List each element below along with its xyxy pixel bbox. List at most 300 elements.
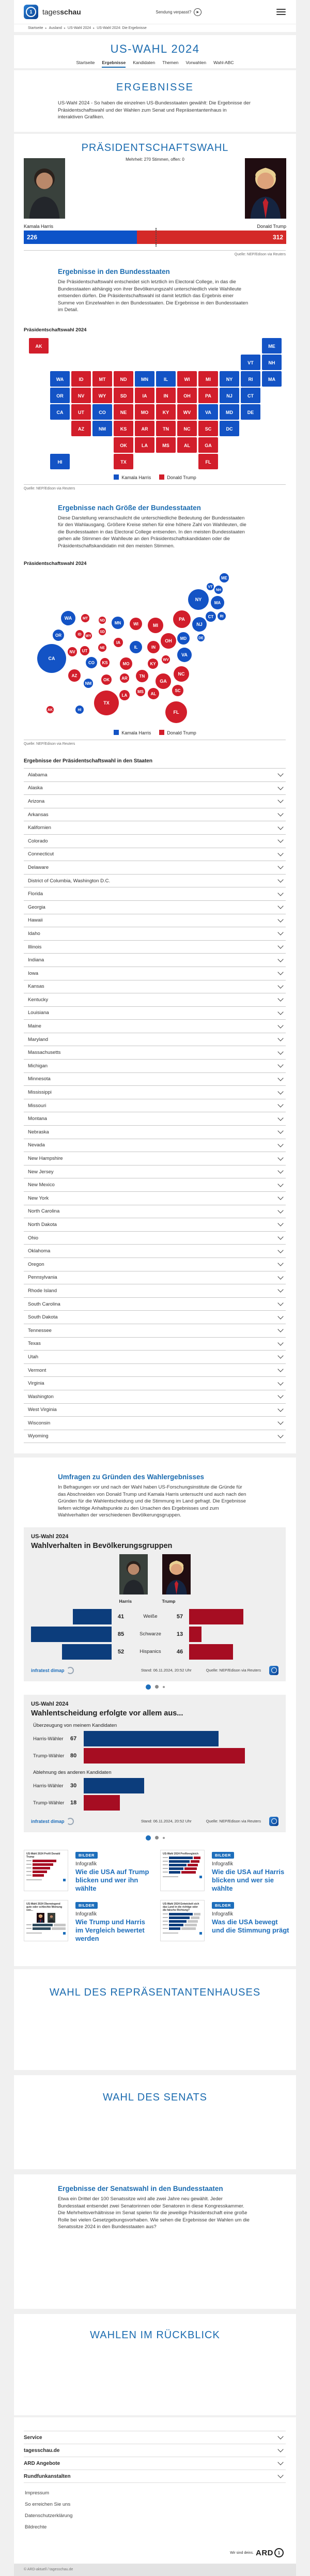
state-tile-SC[interactable] [198, 421, 218, 436]
thumb-bar-row [26, 1874, 66, 1877]
legend-harris: Kamala Harris [114, 474, 151, 480]
state-accordion-row[interactable] [24, 887, 286, 900]
svg-text:IA: IA [142, 393, 147, 398]
state-tile-PA[interactable] [198, 388, 218, 403]
svg-text:AZ: AZ [78, 426, 84, 432]
thumb-bar [169, 1920, 187, 1923]
state-bubble-MS[interactable] [136, 687, 145, 696]
chevron-down-icon [277, 2433, 283, 2439]
teaser-headline[interactable]: Was die USA bewegt und die Stimmung prägt [212, 1918, 289, 1934]
thumb-bar-row [26, 1860, 66, 1862]
teaser-card[interactable] [24, 1850, 154, 1893]
states-text: Die Präsidentschaftswahl entscheidet sich letztlich im Electoral College, in das die Bundesstaaten abhängig von ihrer Bevölkerungszahl unterschiedlich viele Wahlleute entsenden dürfen. Die Präsidentschaftswahl ist damit letztlich das Ergebnis einer Summe von Einzelwahlen in den Bundesstaaten. Die Ergebnisse in den Bundesstaaten im Detail. [58, 279, 249, 313]
state-tile-IA[interactable] [135, 388, 154, 403]
state-accordion-row[interactable] [24, 1363, 286, 1377]
state-accordion-row[interactable] [24, 1125, 286, 1139]
footer-link[interactable]: Datenschutzerklärung [25, 2513, 73, 2519]
teaser-thumbnail[interactable] [160, 1850, 205, 1891]
footer-link[interactable]: So erreichen Sie uns [25, 2502, 71, 2507]
teaser-kicker: Infografik [212, 1911, 234, 1917]
state-tile-NJ[interactable] [220, 388, 239, 403]
state-accordion-row[interactable] [24, 980, 286, 993]
carousel-dot-2[interactable] [155, 1685, 159, 1689]
trump-name: Donald Trump [257, 224, 286, 229]
state-accordion-label: Iowa [28, 970, 39, 976]
thumb-bar-right [191, 1860, 199, 1863]
state-accordion-row[interactable] [24, 1019, 286, 1033]
svg-text:MT: MT [82, 617, 88, 621]
ergebnisse-heading: ERGEBNISSE [116, 82, 194, 93]
state-accordion-row[interactable] [24, 1376, 286, 1390]
state-bubble-MO[interactable] [120, 657, 132, 670]
state-bubble-NJ[interactable] [192, 617, 207, 632]
state-bubble-NC[interactable] [174, 666, 189, 682]
carousel-dot-3[interactable] [163, 1837, 165, 1839]
state-tile-MD[interactable] [220, 404, 239, 420]
state-tile-AZ[interactable] [71, 421, 91, 436]
state-winner-map [27, 338, 283, 471]
source-note: Quelle: NEP/Edison via Reuters [234, 253, 286, 256]
legend-harris: Kamala Harris [114, 730, 151, 735]
svg-text:RI: RI [248, 376, 253, 382]
size-text: Diese Darstellung veranschaulicht die unterschiedliche Bedeutung der Bundesstaaten für den Wahlausgang. Größere Kreise stehen für eine höhere Zahl von Wahlleuten, die die Bundesstaaten in das Electoral College entsenden. In den meisten Bundesstaaten gehen alle Stimmen der Wahlleute an den Präsidentschaftskandidaten oder die Präsidentschaftskandidatin mit den meisten Stimmen. [58, 515, 246, 549]
state-bubble-PA[interactable] [173, 610, 191, 628]
bar-zone [84, 1731, 278, 1746]
thumb-bar-right [194, 1913, 200, 1915]
chevron-down-icon [277, 1075, 283, 1081]
state-accordion-row[interactable] [24, 1284, 286, 1297]
footer-accordion-row[interactable] [24, 2444, 286, 2457]
teaser-thumbnail[interactable] [24, 1850, 68, 1891]
state-bubble-MT[interactable] [81, 614, 89, 622]
state-bubble-NY[interactable] [188, 589, 209, 610]
state-tile-WA[interactable] [50, 371, 70, 387]
state-tile-RI[interactable] [241, 371, 260, 387]
tab-startseite[interactable]: Startseite [76, 60, 95, 65]
state-bubble-MD[interactable] [177, 632, 190, 645]
state-tile-ID[interactable] [71, 371, 91, 387]
chevron-down-icon [277, 1194, 283, 1200]
state-accordion-row[interactable] [24, 1165, 286, 1178]
chevron-down-icon [277, 890, 283, 896]
carousel-dot-2[interactable] [155, 1836, 159, 1839]
state-bubble-VA[interactable] [177, 648, 192, 662]
teaser-kicker: Infografik [75, 1911, 97, 1917]
state-bubble-IN[interactable] [147, 641, 160, 653]
state-tile-VA[interactable] [198, 404, 218, 420]
state-accordion-row[interactable] [24, 1271, 286, 1284]
state-tile-TX[interactable] [114, 454, 133, 469]
state-accordion-label: Maine [28, 1023, 41, 1030]
state-tile-SD[interactable] [114, 388, 133, 403]
carousel-dot-1[interactable] [146, 1835, 151, 1841]
ard-logo-icon [269, 1666, 278, 1675]
svg-text:NM: NM [85, 681, 92, 686]
state-accordion-row[interactable] [24, 1350, 286, 1363]
state-bubble-ME[interactable] [220, 573, 229, 582]
state-tile-OR[interactable] [50, 388, 70, 403]
chevron-down-icon [277, 1366, 283, 1372]
missed-show-button[interactable]: Sendung verpasst? ▶ [156, 8, 202, 16]
chevron-down-icon [277, 1406, 283, 1412]
svg-text:CO: CO [99, 409, 106, 415]
state-accordion-label: Michigan [28, 1063, 48, 1069]
state-accordion-row[interactable] [24, 821, 286, 834]
state-accordion-row[interactable] [24, 1403, 286, 1417]
thumb-footer [26, 1879, 66, 1881]
chevron-down-icon [277, 1419, 283, 1425]
state-accordion-label: Connecticut [28, 851, 54, 857]
state-accordion-row[interactable] [24, 1430, 286, 1444]
state-tile-KS[interactable] [114, 421, 133, 436]
footer-link[interactable]: Bildrechte [25, 2524, 47, 2530]
teaser-thumbnail[interactable] [160, 1900, 205, 1941]
chart-card-demographics [24, 1527, 286, 1681]
voter-value: 30 [70, 1783, 77, 1789]
site-header [14, 0, 296, 32]
state-tile-NE[interactable] [114, 404, 133, 420]
state-bubble-RI[interactable] [218, 612, 226, 620]
carousel-dot-3[interactable] [163, 1686, 165, 1688]
svg-text:TX: TX [103, 700, 110, 706]
svg-text:CA: CA [48, 656, 55, 662]
state-bubble-CA[interactable] [37, 644, 66, 673]
trump-bar-zone [189, 1609, 278, 1624]
state-tile-AK[interactable] [29, 338, 49, 354]
state-accordion-row[interactable] [24, 1205, 286, 1218]
state-tile-ND[interactable] [114, 371, 133, 387]
thumb-credit-line [26, 1933, 42, 1934]
harris-bar [84, 1731, 219, 1746]
svg-text:AK: AK [47, 708, 53, 712]
state-tile-MO[interactable] [135, 404, 154, 420]
chevron-down-icon [277, 1009, 283, 1015]
chevron-down-icon [277, 1101, 283, 1107]
state-tile-CO[interactable] [92, 404, 112, 420]
state-bubble-KS[interactable] [100, 658, 110, 667]
state-accordion-label: Illinois [28, 944, 42, 950]
state-bubble-CT[interactable] [206, 611, 216, 622]
source-note: Quelle: NEP/Edison via Reuters [24, 486, 75, 490]
state-tile-ME[interactable] [262, 338, 282, 354]
svg-text:NY: NY [195, 597, 202, 603]
chevron-down-icon [277, 1247, 283, 1253]
state-accordion-row[interactable] [24, 861, 286, 874]
state-accordion-row[interactable] [24, 1324, 286, 1337]
state-accordion-row[interactable] [24, 768, 286, 781]
state-accordion-label: Nebraska [28, 1129, 49, 1135]
state-accordion-row[interactable] [24, 993, 286, 1006]
state-tile-FL[interactable] [198, 454, 218, 469]
tab-vorwahlen[interactable]: Vorwahlen [185, 60, 207, 65]
state-bubble-OR[interactable] [53, 630, 64, 641]
breadcrumb-link[interactable]: Startseite [28, 26, 43, 30]
chevron-down-icon [277, 983, 283, 988]
trump-photo [162, 1554, 191, 1597]
state-bubble-MA[interactable] [211, 596, 224, 609]
state-tile-CT[interactable] [241, 388, 260, 403]
teaser-card[interactable] [160, 1900, 290, 1943]
state-tile-MT[interactable] [92, 371, 112, 387]
svg-text:FL: FL [173, 710, 179, 715]
state-bubble-NV[interactable] [68, 647, 77, 656]
state-accordion-row[interactable] [24, 1152, 286, 1165]
state-tile-AL[interactable] [177, 437, 197, 453]
state-accordion-row[interactable] [24, 1033, 286, 1046]
state-accordion-row[interactable] [24, 848, 286, 861]
state-accordion-row[interactable] [24, 900, 286, 914]
electoral-vote-bar [24, 231, 286, 244]
state-bubble-AK[interactable] [47, 706, 54, 713]
svg-text:AL: AL [184, 442, 190, 448]
state-accordion-row[interactable] [24, 1178, 286, 1191]
state-accordion-row[interactable] [24, 1059, 286, 1072]
state-accordion-row[interactable] [24, 1099, 286, 1112]
state-tile-DC[interactable] [220, 421, 239, 436]
state-accordion-row[interactable] [24, 914, 286, 927]
state-tile-UT[interactable] [71, 404, 91, 420]
state-accordion-row[interactable] [24, 927, 286, 940]
state-bubble-SD[interactable] [99, 628, 106, 635]
state-tile-OK[interactable] [114, 437, 133, 453]
svg-text:GA: GA [205, 442, 212, 448]
ard-footer-logo[interactable] [230, 2548, 284, 2557]
svg-text:DE: DE [198, 636, 204, 640]
state-tile-GA[interactable] [198, 437, 218, 453]
state-bubble-AL[interactable] [148, 688, 159, 699]
thumb-axis-label [163, 1921, 168, 1922]
footer-link[interactable]: Impressum [25, 2490, 49, 2496]
state-accordion-label: Colorado [28, 838, 48, 844]
state-accordion-label: Tennessee [28, 1327, 52, 1333]
svg-text:WY: WY [85, 634, 91, 638]
state-accordion-row[interactable] [24, 1218, 286, 1231]
footer-accordion-row[interactable] [24, 2431, 286, 2444]
breadcrumb-link[interactable]: US-Wahl 2024 [67, 26, 91, 30]
state-accordion-row[interactable] [24, 953, 286, 967]
thumb-bar-row [163, 1920, 202, 1923]
teaser-card[interactable] [24, 1900, 154, 1943]
svg-text:IL: IL [164, 376, 168, 382]
svg-text:NC: NC [183, 426, 191, 432]
state-bubble-ND[interactable] [99, 617, 106, 624]
teaser-headline[interactable]: Wie die USA auf Harris blicken und wer sie wählte [212, 1867, 285, 1892]
state-bubble-VT[interactable] [207, 583, 214, 590]
state-accordion-row[interactable] [24, 834, 286, 848]
menu-icon[interactable] [276, 9, 286, 15]
breadcrumb-link[interactable]: Ausland [49, 26, 62, 30]
thumbnail-title: US-Wahl 2024 Überwiegend gute oder schlechte Meinung von... [26, 1902, 63, 1912]
chevron-down-icon [277, 837, 283, 843]
thumb-bar [169, 1913, 193, 1915]
state-bubble-AZ[interactable] [68, 669, 81, 682]
state-bubble-AR[interactable] [120, 673, 129, 683]
tab-wahl-abc[interactable]: Wahl-ABC [213, 60, 234, 65]
chevron-down-icon [277, 1181, 283, 1187]
state-tile-IN[interactable] [156, 388, 176, 403]
state-tile-NV[interactable] [71, 388, 91, 403]
state-accordion-row[interactable] [24, 1085, 286, 1099]
state-accordion-row[interactable] [24, 874, 286, 887]
svg-text:SC: SC [205, 426, 212, 432]
state-bubble-WY[interactable] [85, 632, 92, 639]
state-tile-CA[interactable] [50, 404, 70, 420]
state-tile-AR[interactable] [135, 421, 154, 436]
state-bubble-SC[interactable] [172, 685, 183, 696]
chevron-down-icon [277, 864, 283, 869]
state-tile-VT[interactable] [241, 355, 260, 370]
state-bubble-DE[interactable] [197, 634, 205, 641]
state-tile-WV[interactable] [177, 404, 197, 420]
teaser-body [75, 1850, 154, 1893]
thumb-axis-label [163, 1917, 168, 1918]
state-tile-KY[interactable] [156, 404, 176, 420]
state-tile-LA[interactable] [135, 437, 154, 453]
state-bubble-LA[interactable] [119, 690, 130, 700]
state-tile-NC[interactable] [177, 421, 197, 436]
state-tile-NH[interactable] [262, 355, 282, 370]
state-accordion-row[interactable] [24, 1390, 286, 1403]
state-tile-DE[interactable] [241, 404, 260, 420]
tab-ergebnisse[interactable]: Ergebnisse [102, 60, 126, 68]
state-accordion-row[interactable] [24, 940, 286, 954]
state-tile-NM[interactable] [92, 421, 112, 436]
state-accordion-row[interactable] [24, 1191, 286, 1205]
state-bubble-FL[interactable] [165, 701, 187, 723]
state-accordion-label: New York [28, 1195, 49, 1201]
state-tile-MN[interactable] [135, 371, 154, 387]
thumb-ard-icon [199, 1876, 202, 1878]
state-bubble-IA[interactable] [114, 638, 123, 647]
carousel-dot-1[interactable] [146, 1684, 151, 1690]
svg-text:DE: DE [247, 409, 254, 415]
state-bubble-MN[interactable] [112, 617, 124, 629]
state-accordion-row[interactable] [24, 1310, 286, 1324]
state-tile-MS[interactable] [156, 437, 176, 453]
tab-themen[interactable]: Themen [162, 60, 179, 65]
group-label: Überzeugung von meinem Kandidaten [33, 1722, 117, 1728]
svg-text:IA: IA [116, 640, 120, 645]
state-accordion-row[interactable] [24, 1258, 286, 1271]
chevron-down-icon [277, 1287, 283, 1293]
state-tile-WI[interactable] [177, 371, 197, 387]
state-accordion-row[interactable] [24, 808, 286, 821]
state-tile-WY[interactable] [92, 388, 112, 403]
thumb-axis-label [163, 1868, 168, 1869]
state-bubble-HI[interactable] [75, 706, 84, 714]
chart-card-motivation [24, 1695, 286, 1832]
state-accordion-row[interactable] [24, 1416, 286, 1430]
footer-accordion-row[interactable] [24, 2457, 286, 2470]
state-bubble-NE[interactable] [98, 643, 106, 652]
state-tile-MA[interactable] [262, 371, 282, 387]
teaser-card[interactable] [160, 1850, 290, 1893]
state-tile-NY[interactable] [220, 371, 239, 387]
chevron-down-icon [277, 1155, 283, 1160]
state-bubble-NH[interactable] [214, 586, 223, 594]
state-accordion-row[interactable] [24, 967, 286, 980]
accordion-title: Ergebnisse der Präsidentschaftswahl in den Staaten [24, 758, 152, 764]
chevron-down-icon [277, 1221, 283, 1226]
state-bubble-NM[interactable] [84, 679, 93, 688]
footer-accordion-row[interactable] [24, 2470, 286, 2483]
state-accordion-row[interactable] [24, 1139, 286, 1152]
chevron-down-icon [277, 1393, 283, 1399]
state-accordion-row[interactable] [24, 1337, 286, 1351]
svg-text:CA: CA [56, 409, 64, 415]
state-bubble-OK[interactable] [101, 674, 112, 685]
state-tile-TN[interactable] [156, 421, 176, 436]
state-bubble-GA[interactable] [156, 673, 171, 689]
state-tile-HI[interactable] [50, 454, 70, 469]
harris-bar [31, 1627, 112, 1642]
state-tile-IL[interactable] [156, 371, 176, 387]
brand-wordmark[interactable]: tagesschau [42, 8, 81, 16]
tagesschau-logo[interactable] [24, 5, 38, 19]
state-bubble-IL[interactable] [130, 641, 142, 653]
thumb-bar [169, 1860, 190, 1863]
state-accordion-row[interactable] [24, 1046, 286, 1059]
state-bubble-KY[interactable] [148, 658, 158, 669]
tab-kandidaten[interactable]: Kandidaten [133, 60, 156, 65]
state-accordion-label: Vermont [28, 1367, 47, 1373]
state-bubble-UT[interactable] [80, 646, 89, 655]
state-accordion-row[interactable] [24, 1072, 286, 1086]
state-bubble-CO[interactable] [86, 657, 97, 668]
chevron-down-icon [277, 996, 283, 1002]
teaser-thumbnail[interactable] [24, 1900, 68, 1941]
svg-text:MD: MD [226, 409, 233, 415]
state-tile-OH[interactable] [177, 388, 197, 403]
thumb-axis-label [163, 1913, 168, 1914]
state-bubble-WI[interactable] [130, 618, 142, 630]
state-tile-MI[interactable] [198, 371, 218, 387]
state-accordion-row[interactable] [24, 1006, 286, 1020]
harris-photo [24, 158, 65, 219]
state-accordion-label: Ohio [28, 1235, 39, 1241]
state-accordion-row[interactable] [24, 1112, 286, 1125]
state-accordion-row[interactable] [24, 781, 286, 795]
chevron-down-icon [277, 970, 283, 975]
thumb-bar [33, 1927, 51, 1930]
state-accordion-row[interactable] [24, 794, 286, 808]
state-bubble-WV[interactable] [162, 655, 170, 664]
svg-text:NV: NV [78, 393, 85, 398]
state-accordion-label: Texas [28, 1341, 41, 1347]
state-bubble-OH[interactable] [161, 633, 176, 649]
state-bubble-TN[interactable] [136, 670, 148, 682]
thumb-bar [33, 1863, 53, 1866]
chart-title: Wahlverhalten in Bevölkerungsgruppen [31, 1541, 173, 1550]
state-accordion-label: Georgia [28, 904, 45, 910]
chevron-down-icon [277, 930, 283, 936]
state-bubble-TX[interactable] [94, 691, 119, 715]
svg-text:WV: WV [163, 658, 169, 662]
state-bubble-MI[interactable] [148, 618, 163, 633]
state-bubble-WA[interactable] [61, 611, 75, 625]
state-bubble-ID[interactable] [75, 630, 84, 638]
teaser-headline[interactable]: Wie Trump und Harris im Vergleich bewertet werden [75, 1918, 145, 1942]
teaser-headline[interactable]: Wie die USA auf Trump blicken und wer ihn wählte [75, 1867, 149, 1892]
thumb-bar [169, 1924, 183, 1926]
state-accordion-label: Mississippi [28, 1090, 52, 1096]
thumb-bar-right [54, 1924, 66, 1926]
state-accordion-row[interactable] [24, 1244, 286, 1258]
state-accordion-label: Florida [28, 891, 43, 897]
chevron-down-icon [277, 877, 283, 882]
state-accordion-row[interactable] [24, 1297, 286, 1311]
state-accordion-row[interactable] [24, 1231, 286, 1245]
